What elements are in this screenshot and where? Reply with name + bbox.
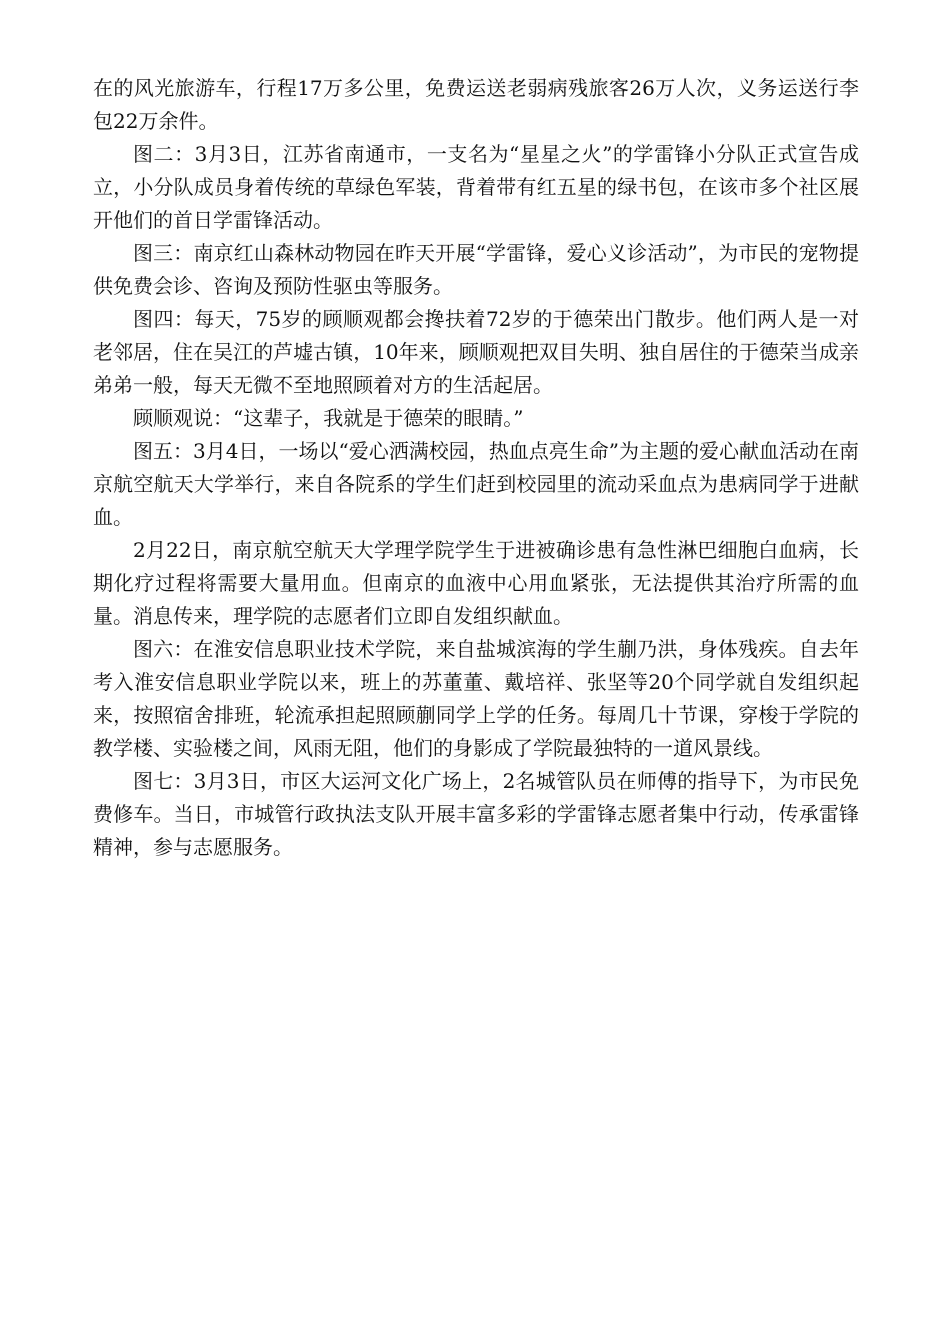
paragraph-quote: 顾顺观说：“这辈子，我就是于德荣的眼睛。” <box>133 406 524 430</box>
paragraph-figure-3: 图三：南京红山森林动物园在昨天开展“学雷锋，爱心义诊活动”，为市民的宠物提供免费会诊、咨询及预防性驱虫等服务。 <box>93 241 859 298</box>
paragraph-figure-2: 图二：3月3日，江苏省南通市，一支名为“星星之火”的学雷锋小分队正式宣告成立，小分队成员身着传统的草绿色军装，背着带有红五星的绿书包，在该市多个社区展开他们的首日学雷锋活动。 <box>93 142 859 232</box>
paragraph-figure-5-detail: 2月22日，南京航空航天大学理学院学生于进被确诊患有急性淋巴细胞白血病，长期化疗过程将需要大量用血。但南京的血液中心用血紧张，无法提供其治疗所需的血量。消息传来，理学院的志愿者们立即自发组织献血。 <box>93 538 859 628</box>
paragraph-figure-7: 图七：3月3日，市区大运河文化广场上，2名城管队员在师傅的指导下，为市民免费修车。当日，市城管行政执法支队开展丰富多彩的学雷锋志愿者集中行动，传承雷锋精神，参与志愿服务。 <box>93 769 859 859</box>
paragraph-figure-5: 图五：3月4日，一场以“爱心洒满校园，热血点亮生命”为主题的爱心献血活动在南京航空航天大学举行，来自各院系的学生们赶到校园里的流动采血点为患病同学于进献血。 <box>93 439 859 529</box>
document-body <box>93 72 859 864</box>
paragraph-figure-6: 图六：在淮安信息职业技术学院，来自盐城滨海的学生蒯乃洪，身体残疾。自去年考入淮安信息职业学院以来，班上的苏董董、戴培祥、张坚等20个同学就自发组织起来，按照宿舍排班，轮流承担起照顾蒯同学上学的任务。每周几十节课，穿梭于学院的教学楼、实验楼之间，风雨无阻，他们的身影成了学院最独特的一道风景线。 <box>93 637 859 760</box>
paragraph-continuation: 在的风光旅游车，行程17万多公里，免费运送老弱病残旅客26万人次，义务运送行李包22万余件。 <box>93 76 859 133</box>
paragraph-figure-4: 图四：每天，75岁的顾顺观都会搀扶着72岁的于德荣出门散步。他们两人是一对老邻居，住在吴江的芦墟古镇，10年来，顾顺观把双目失明、独自居住的于德荣当成亲弟弟一般，每天无微不至地照顾着对方的生活起居。 <box>93 307 859 397</box>
